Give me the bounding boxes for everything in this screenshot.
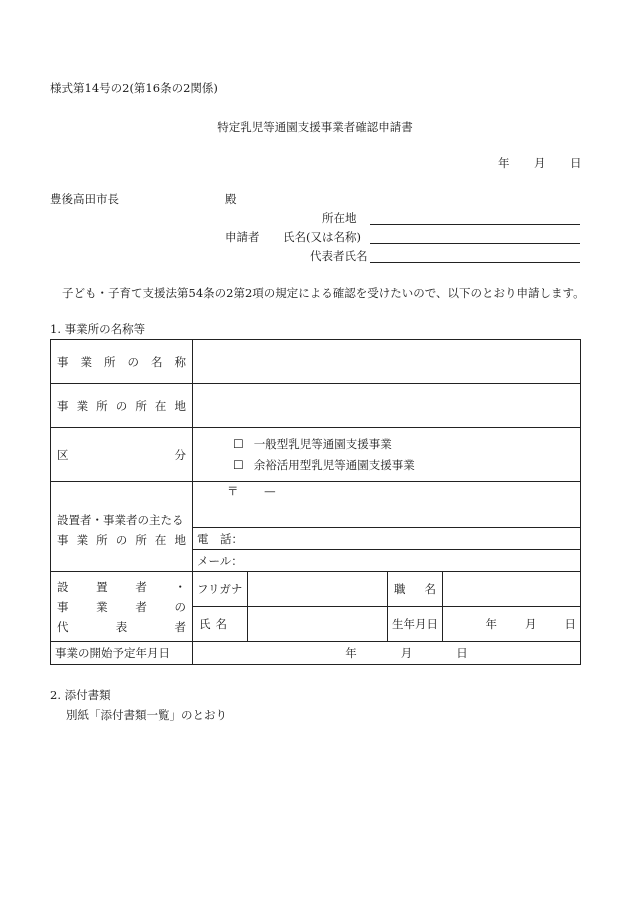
office-address-label: 事 業 所 の 所 在 地 (51, 384, 193, 428)
birthdate-field[interactable]: 年 月 日 (443, 607, 581, 642)
job-title-field[interactable] (443, 572, 581, 607)
row-office-address (51, 384, 581, 428)
addressee-name: 豊後高田市長 (50, 192, 119, 206)
applicant-address-field[interactable] (370, 224, 580, 225)
birthdate-label: 生年月日 (388, 607, 443, 642)
applicant-rep-label: 代表者氏名 (310, 249, 368, 263)
applicant-name-label: 氏名(又は名称) (283, 230, 361, 244)
main-office-label: 設置者・事業者の主たる 事 業 所 の 所 在 地 (51, 482, 193, 572)
form-number: 様式第14号の2(第16条の2関係) (50, 81, 218, 95)
category-label: 区 分 (51, 428, 193, 482)
job-title-label: 職 名 (388, 572, 443, 607)
email-label: メール： (197, 553, 243, 568)
checkbox-icon[interactable]: ☐ (233, 458, 244, 472)
office-name-field[interactable] (193, 340, 581, 384)
applicant-address-label: 所在地 (322, 211, 357, 225)
row-office-name (51, 340, 581, 384)
option-general[interactable]: ☐ 一般型乳児等通園支援事業 (233, 437, 392, 451)
section1-title: 1. 事業所の名称等 (50, 322, 146, 336)
checkbox-icon[interactable]: ☐ (233, 437, 244, 451)
office-name-label: 事 業 所 の 名 称 (51, 340, 193, 384)
row-rep-furigana (51, 572, 581, 607)
section2-title: 2. 添付書類 (50, 688, 111, 702)
row-start-date (51, 642, 581, 665)
applicant-rep-field[interactable] (370, 262, 580, 263)
start-date-field[interactable]: 年 月 日 (193, 642, 581, 665)
rep-label: 設 置 者 ・ 事 業 者 の 代 表 者 (51, 572, 193, 642)
category-options (193, 428, 581, 482)
furigana-field[interactable] (248, 572, 388, 607)
name-label: 氏 名 (193, 607, 248, 642)
date-day-label: 日 (570, 156, 582, 170)
postal-dash: — (264, 484, 276, 498)
office-address-field[interactable] (193, 384, 581, 428)
date-year-label: 年 (498, 156, 510, 170)
phone-field[interactable] (193, 528, 581, 550)
option-surplus[interactable]: ☐ 余裕活用型乳児等通園支援事業 (233, 458, 415, 472)
postal-mark: 〒 (227, 484, 239, 498)
phone-label: 電 話： (197, 531, 243, 546)
document-title: 特定乳児等通園支援事業者確認申請書 (217, 120, 413, 134)
postal-address-field[interactable] (193, 482, 581, 528)
furigana-label: フリガナ (193, 572, 248, 607)
date-month-label: 月 (534, 156, 546, 170)
attachment-note: 別紙「添付書類一覧」のとおり (66, 708, 227, 722)
email-field[interactable] (193, 550, 581, 572)
row-category (51, 428, 581, 482)
addressee-honorific: 殿 (225, 192, 237, 206)
applicant-name-field[interactable] (370, 243, 580, 244)
statement-text: 子ども・子育て支援法第54条の2第2項の規定による確認を受けたいので、以下のとおり申請します。 (62, 286, 585, 300)
office-info-table (50, 339, 581, 665)
start-date-label: 事業の開始予定年月日 (51, 642, 193, 665)
row-postal (51, 482, 581, 528)
name-field[interactable] (248, 607, 388, 642)
applicant-label: 申請者 (225, 230, 260, 244)
